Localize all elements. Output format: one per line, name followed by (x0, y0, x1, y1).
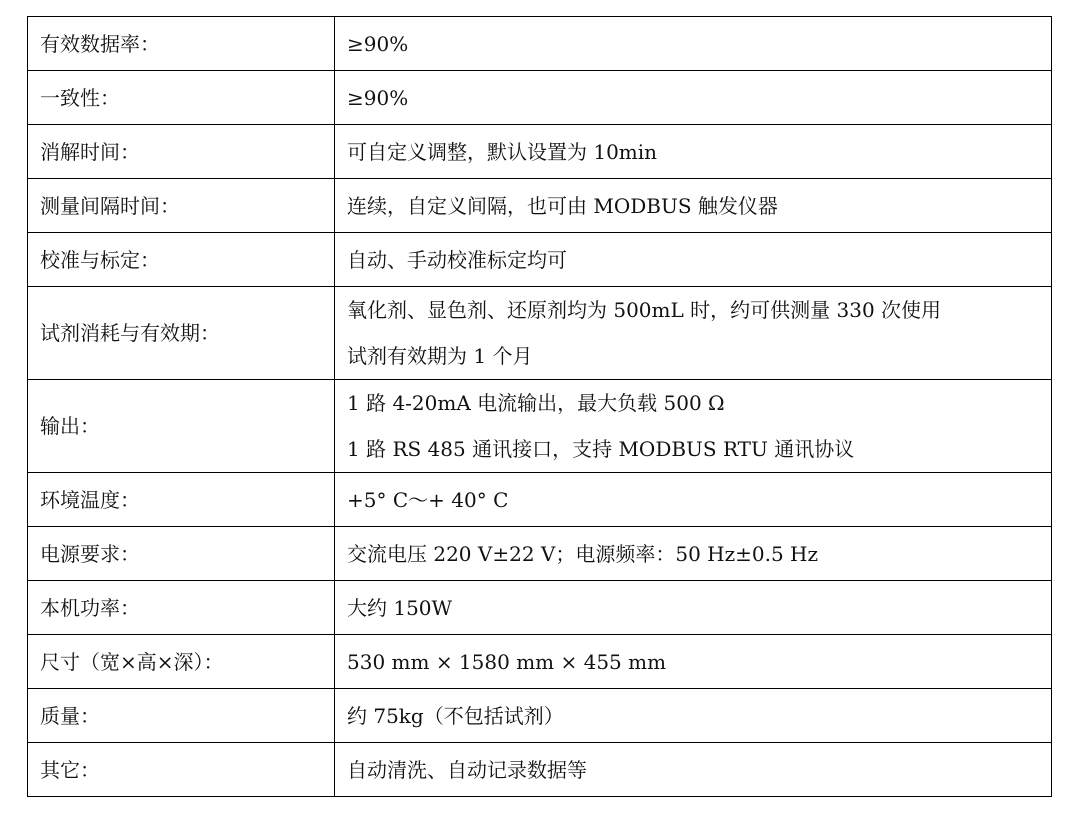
spec-value-line: 1 路 4-20mA 电流输出，最大负载 500 Ω (347, 391, 725, 415)
table-row (28, 287, 1052, 380)
spec-label: 一致性： (28, 71, 335, 125)
table-row (28, 743, 1052, 797)
spec-value-line: ≥90% (347, 85, 409, 110)
spec-value (335, 233, 1052, 287)
spec-value (335, 527, 1052, 581)
spec-value (335, 125, 1052, 179)
table-row (28, 635, 1052, 689)
spec-label: 尺寸（宽×高×深）： (28, 635, 335, 689)
spec-value-line: +5° C～+ 40° C (347, 487, 509, 512)
spec-value-line: 约 75kg（不包括试剂） (347, 703, 564, 728)
spec-value-line: 交流电压 220 V±22 V；电源频率：50 Hz±0.5 Hz (347, 541, 819, 566)
spec-value (335, 287, 1052, 380)
table-row (28, 380, 1052, 473)
spec-value (335, 380, 1052, 473)
table-row (28, 179, 1052, 233)
spec-label: 试剂消耗与有效期： (28, 287, 335, 380)
spec-value-line: 试剂有效期为 1 个月 (347, 344, 533, 368)
spec-label: 有效数据率： (28, 17, 335, 71)
spec-label: 校准与标定： (28, 233, 335, 287)
spec-label: 消解时间： (28, 125, 335, 179)
spec-table (27, 16, 1052, 797)
spec-value-line: 连续，自定义间隔，也可由 MODBUS 触发仪器 (347, 193, 778, 218)
spec-value-line: 自动清洗、自动记录数据等 (347, 757, 587, 782)
spec-value (335, 17, 1052, 71)
spec-value-line: 1 路 RS 485 通讯接口，支持 MODBUS RTU 通讯协议 (347, 437, 855, 461)
spec-label: 环境温度： (28, 473, 335, 527)
spec-label: 本机功率： (28, 581, 335, 635)
spec-value (335, 635, 1052, 689)
spec-label: 其它： (28, 743, 335, 797)
table-row (28, 17, 1052, 71)
table-row (28, 473, 1052, 527)
spec-value-line: 大约 150W (347, 595, 453, 620)
spec-value (335, 179, 1052, 233)
table-row (28, 689, 1052, 743)
spec-label: 电源要求： (28, 527, 335, 581)
spec-value-line: 可自定义调整，默认设置为 10min (347, 139, 658, 164)
spec-value-line: ≥90% (347, 31, 409, 56)
table-row (28, 125, 1052, 179)
spec-value (335, 473, 1052, 527)
spec-label: 质量： (28, 689, 335, 743)
table-row (28, 581, 1052, 635)
table-row (28, 527, 1052, 581)
spec-value (335, 71, 1052, 125)
spec-label: 输出： (28, 380, 335, 473)
spec-value-line: 自动、手动校准标定均可 (347, 247, 567, 272)
spec-value-line: 530 mm × 1580 mm × 455 mm (347, 649, 667, 674)
spec-value (335, 581, 1052, 635)
table-row (28, 233, 1052, 287)
spec-value (335, 689, 1052, 743)
spec-label: 测量间隔时间： (28, 179, 335, 233)
spec-value (335, 743, 1052, 797)
table-row (28, 71, 1052, 125)
spec-value-line: 氧化剂、显色剂、还原剂均为 500mL 时，约可供测量 330 次使用 (347, 298, 942, 322)
